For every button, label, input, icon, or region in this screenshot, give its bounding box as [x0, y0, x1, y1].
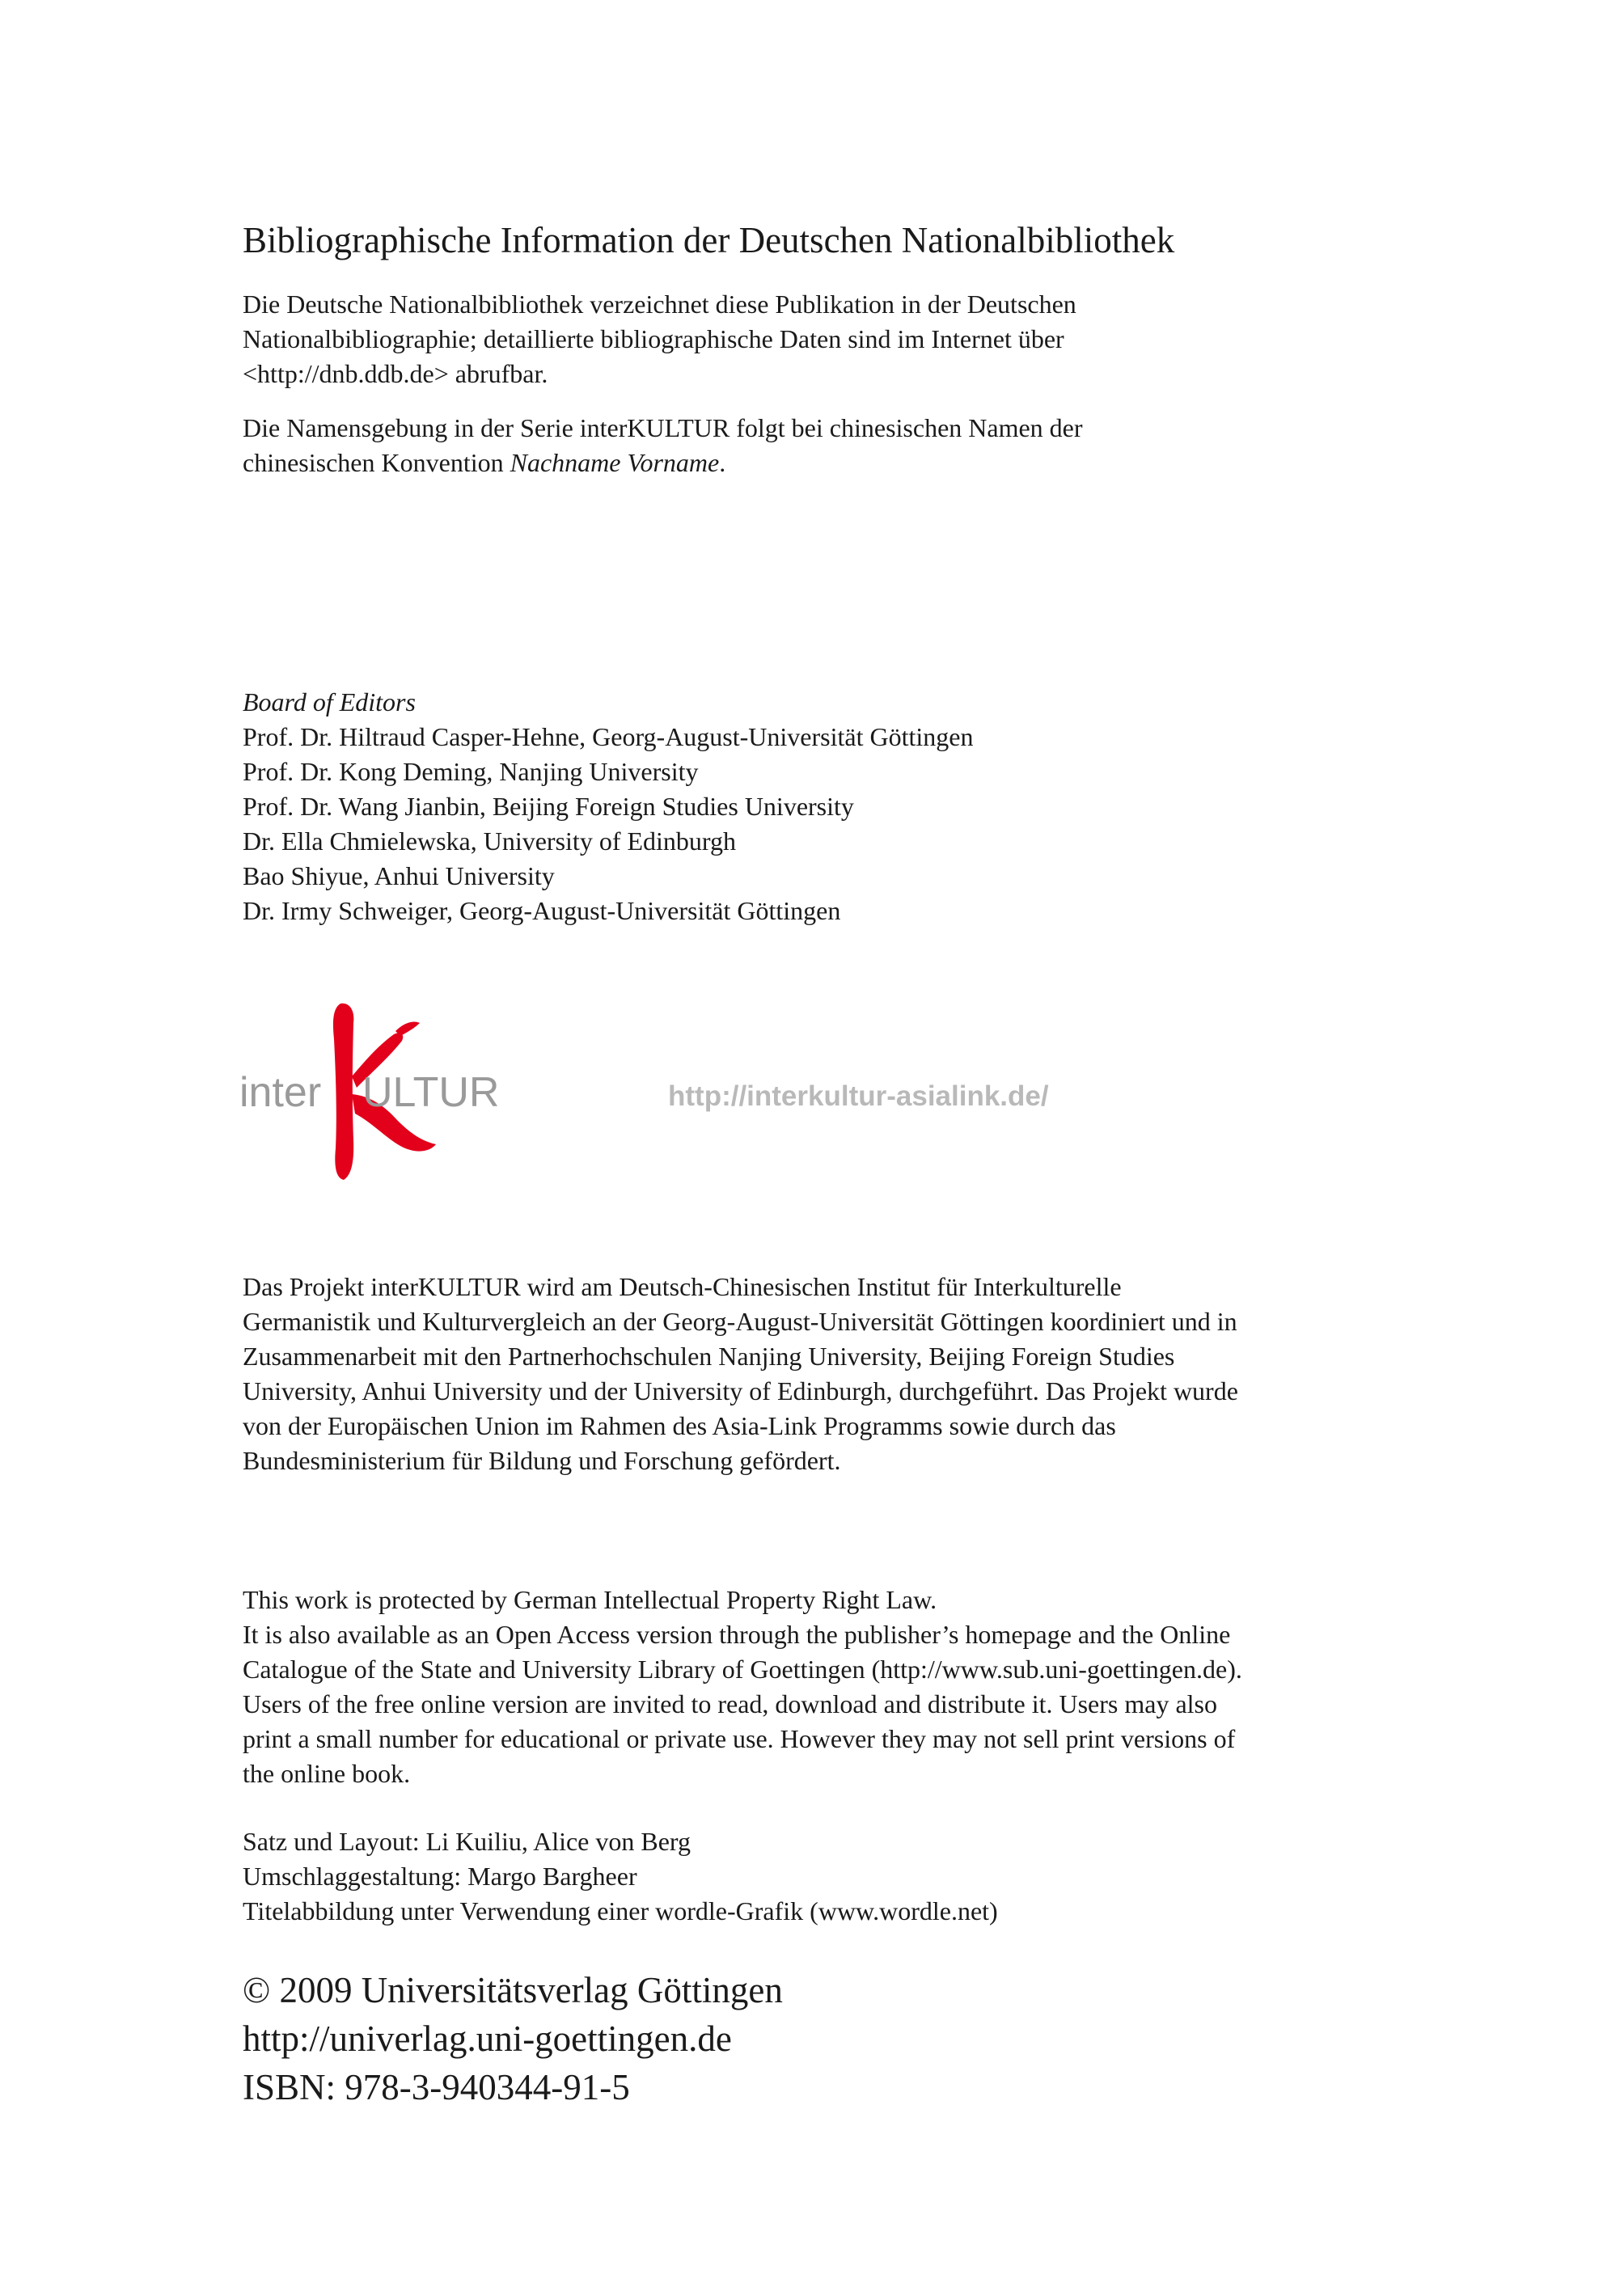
naming-line	[243, 446, 1083, 480]
editor-name: Prof. Dr. Kong Deming, Nanjing University	[243, 757, 699, 786]
bibliography-notice	[243, 287, 1423, 391]
naming-convention-note	[243, 411, 1083, 480]
rights-line: print a small number for educational or private use. However they may not sell print versions of	[243, 1724, 1236, 1753]
editor-name: Dr. Ella Chmielewska, University of Edinburgh	[243, 826, 736, 856]
naming-suffix: .	[719, 448, 726, 477]
rights-line: This work is protected by German Intellectual Property Right Law.	[243, 1585, 937, 1614]
logo-text-ultur: ULTUR	[362, 1069, 500, 1116]
project-description	[243, 1270, 1238, 1478]
logo-text-inter: inter	[239, 1069, 322, 1116]
project-line: Zusammenarbeit mit den Partnerhochschulen Nanjing University, Beijing Foreign Studies	[243, 1342, 1175, 1371]
isbn-line: ISBN: 978-3-940344-91-5	[243, 2067, 630, 2107]
naming-convention-term: Nachname Vorname	[510, 448, 720, 477]
project-line: Bundesministerium für Bildung und Forschung gefördert.	[243, 1446, 841, 1475]
editor-name: Bao Shiyue, Anhui University	[243, 861, 555, 890]
editor-name: Prof. Dr. Wang Jianbin, Beijing Foreign Studies University	[243, 792, 854, 821]
interkultur-logo	[239, 999, 579, 1193]
rights-notice	[243, 1583, 1242, 1791]
rights-line: Users of the free online version are invited to read, download and distribute it. Users may also	[243, 1689, 1217, 1718]
credit-line: Satz und Layout: Li Kuiliu, Alice von Berg	[243, 1827, 691, 1856]
bibliography-title: Bibliographische Information der Deutschen Nationalbibliothek	[243, 220, 1175, 260]
production-credits	[243, 1824, 998, 1929]
project-line: University, Anhui University und der University of Edinburgh, durchgeführt. Das Projekt wurde	[243, 1376, 1238, 1405]
credit-line: Titelabbildung unter Verwendung einer wordle-Grafik (www.wordle.net)	[243, 1896, 998, 1925]
rights-line: It is also available as an Open Access version through the publisher’s homepage and the Online	[243, 1620, 1231, 1649]
project-line: von der Europäischen Union im Rahmen des Asia-Link Programms sowie durch das	[243, 1411, 1116, 1440]
publisher-url[interactable]: http://univerlag.uni-goettingen.de	[243, 2018, 732, 2059]
editor-name: Prof. Dr. Hiltraud Casper-Hehne, Georg-August-Universität Göttingen	[243, 722, 974, 751]
project-website-link[interactable]: http://interkultur-asialink.de/	[668, 1080, 1049, 1112]
credit-line: Umschlaggestaltung: Margo Bargheer	[243, 1862, 637, 1891]
editors-heading: Board of Editors	[243, 687, 416, 716]
copyright-line: © 2009 Universitätsverlag Göttingen	[243, 1970, 783, 2010]
bibliography-line: Die Deutsche Nationalbibliothek verzeichnet diese Publikation in der Deutschen	[243, 290, 1076, 319]
naming-prefix: chinesischen Konvention	[243, 448, 510, 477]
bibliography-line: <http://dnb.ddb.de> abrufbar.	[243, 359, 548, 388]
editor-name: Dr. Irmy Schweiger, Georg-August-Universität Göttingen	[243, 896, 841, 925]
project-line: Das Projekt interKULTUR wird am Deutsch-Chinesischen Institut für Interkulturelle	[243, 1272, 1122, 1301]
rights-line: the online book.	[243, 1759, 411, 1788]
rights-line: Catalogue of the State and University Library of Goettingen (http://www.sub.uni-goettingen.de).	[243, 1655, 1242, 1684]
naming-line: Die Namensgebung in der Serie interKULTUR folgt bei chinesischen Namen der	[243, 413, 1083, 442]
board-of-editors	[243, 685, 973, 928]
project-line: Germanistik und Kulturvergleich an der Georg-August-Universität Göttingen koordiniert und in	[243, 1307, 1237, 1336]
publisher-imprint	[243, 1966, 783, 2111]
bibliography-line: Nationalbibliographie; detaillierte bibliographische Daten sind im Internet über	[243, 324, 1064, 353]
